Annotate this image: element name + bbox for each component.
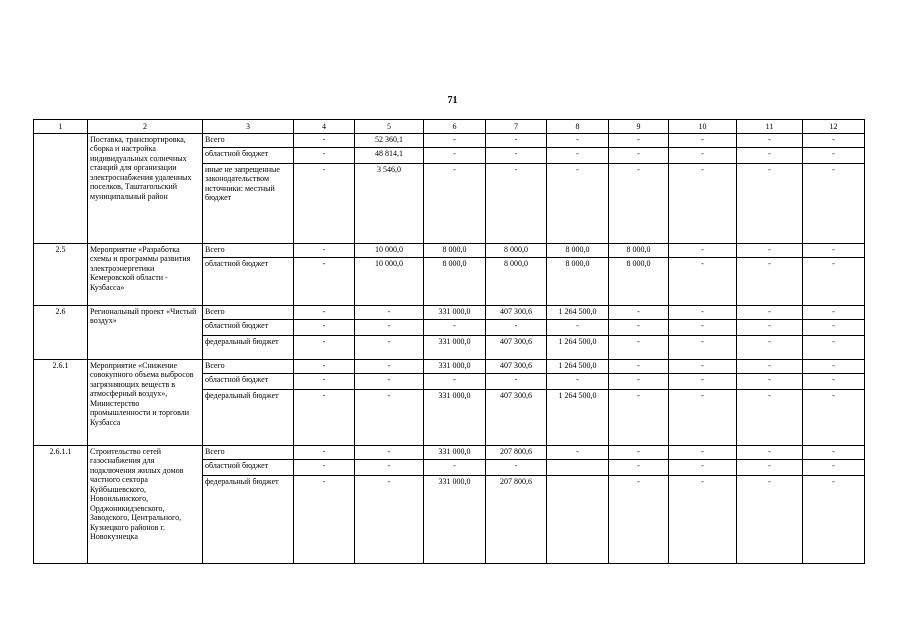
budget-table <box>33 119 865 564</box>
amount-cell: 207 800,6 <box>486 446 547 460</box>
page-number: 71 <box>447 95 458 106</box>
amount-cell: - <box>294 244 355 258</box>
amount-cell: 8 000,0 <box>424 244 486 258</box>
amount-cell: 331 000,0 <box>424 476 486 564</box>
amount-cell: - <box>803 390 865 446</box>
amount-cell: - <box>424 320 486 336</box>
amount-cell: - <box>669 446 737 460</box>
funding-source-cell: областной бюджет <box>203 460 294 476</box>
amount-cell: - <box>609 164 669 244</box>
header-cell: 5 <box>355 120 424 134</box>
amount-cell: - <box>803 258 865 306</box>
item-name-cell: Строительство сетей газоснабжения для подключения жилых домов частного сектора Куйбышевского, Новоильинского, Орджоникидзевского, Заводского, Центрального, Кузнецкого районов г. Новокузнецка <box>88 446 203 564</box>
amount-cell: - <box>547 134 609 148</box>
amount-cell: - <box>355 476 424 564</box>
amount-cell: - <box>803 134 865 148</box>
amount-cell: 8 000,0 <box>486 244 547 258</box>
amount-cell: - <box>737 164 803 244</box>
amount-cell: - <box>294 360 355 374</box>
amount-cell: - <box>609 476 669 564</box>
amount-cell: - <box>737 148 803 164</box>
amount-cell: - <box>737 476 803 564</box>
amount-cell: - <box>669 390 737 446</box>
header-cell: 8 <box>547 120 609 134</box>
amount-cell: 1 264 500,0 <box>547 390 609 446</box>
amount-cell: - <box>737 446 803 460</box>
amount-cell: - <box>803 148 865 164</box>
item-code-cell: 2.6 <box>34 306 88 360</box>
amount-cell: - <box>294 374 355 390</box>
header-cell: 10 <box>669 120 737 134</box>
amount-cell: - <box>547 320 609 336</box>
amount-cell: - <box>294 446 355 460</box>
amount-cell: - <box>803 360 865 374</box>
amount-cell: - <box>355 446 424 460</box>
amount-cell: 407 300,6 <box>486 390 547 446</box>
amount-cell: - <box>355 390 424 446</box>
amount-cell: - <box>669 164 737 244</box>
amount-cell: - <box>669 460 737 476</box>
amount-cell: - <box>803 476 865 564</box>
amount-cell: - <box>486 148 547 164</box>
amount-cell: - <box>294 148 355 164</box>
header-cell: 4 <box>294 120 355 134</box>
amount-cell: - <box>486 374 547 390</box>
amount-cell: 10 000,0 <box>355 258 424 306</box>
amount-cell: - <box>803 336 865 360</box>
funding-source-cell: федеральный бюджет <box>203 476 294 564</box>
amount-cell: - <box>609 374 669 390</box>
amount-cell: - <box>609 134 669 148</box>
amount-cell: - <box>294 476 355 564</box>
amount-cell: 52 360,1 <box>355 134 424 148</box>
amount-cell: - <box>486 320 547 336</box>
amount-cell: - <box>669 374 737 390</box>
amount-cell: 331 000,0 <box>424 360 486 374</box>
amount-cell: - <box>486 164 547 244</box>
amount-cell: - <box>737 258 803 306</box>
amount-cell: - <box>486 134 547 148</box>
funding-source-cell: областной бюджет <box>203 258 294 306</box>
amount-cell: 3 546,0 <box>355 164 424 244</box>
amount-cell: - <box>669 134 737 148</box>
amount-cell: - <box>294 390 355 446</box>
funding-source-cell: федеральный бюджет <box>203 390 294 446</box>
funding-source-cell: областной бюджет <box>203 320 294 336</box>
amount-cell <box>547 460 609 476</box>
amount-cell: - <box>294 320 355 336</box>
amount-cell: - <box>609 360 669 374</box>
amount-cell: 8 000,0 <box>547 244 609 258</box>
amount-cell: - <box>486 460 547 476</box>
amount-cell: - <box>669 258 737 306</box>
funding-source-cell: федеральный бюджет <box>203 336 294 360</box>
amount-cell: - <box>669 320 737 336</box>
header-cell: 1 <box>34 120 88 134</box>
amount-cell: - <box>547 374 609 390</box>
item-code-cell: 2.6.1 <box>34 360 88 446</box>
amount-cell: - <box>803 244 865 258</box>
amount-cell: - <box>424 164 486 244</box>
amount-cell: - <box>609 336 669 360</box>
amount-cell: - <box>737 374 803 390</box>
amount-cell: - <box>294 306 355 320</box>
amount-cell: 1 264 500,0 <box>547 306 609 320</box>
amount-cell: 1 264 500,0 <box>547 336 609 360</box>
amount-cell: - <box>803 320 865 336</box>
table-row <box>34 306 865 320</box>
amount-cell: 331 000,0 <box>424 306 486 320</box>
amount-cell: - <box>609 306 669 320</box>
amount-cell: - <box>669 476 737 564</box>
amount-cell: 331 000,0 <box>424 390 486 446</box>
amount-cell: - <box>803 164 865 244</box>
amount-cell: - <box>737 360 803 374</box>
amount-cell: - <box>294 258 355 306</box>
item-name-cell: Региональный проект «Чистый воздух» <box>88 306 203 360</box>
amount-cell: 1 264 500,0 <box>547 360 609 374</box>
item-code-cell: 2.5 <box>34 244 88 306</box>
amount-cell: - <box>355 460 424 476</box>
amount-cell: - <box>737 134 803 148</box>
item-name-cell: Мероприятие «Разработка схемы и программы развития электроэнергетики Кемеровской области - Кузбасса» <box>88 244 203 306</box>
amount-cell: - <box>669 336 737 360</box>
amount-cell: - <box>355 360 424 374</box>
amount-cell: 8 000,0 <box>609 244 669 258</box>
amount-cell: - <box>294 460 355 476</box>
amount-cell: - <box>424 148 486 164</box>
amount-cell: - <box>547 148 609 164</box>
amount-cell: - <box>609 460 669 476</box>
funding-source-cell: Всего <box>203 306 294 320</box>
amount-cell: - <box>669 244 737 258</box>
amount-cell: - <box>803 306 865 320</box>
amount-cell: - <box>737 390 803 446</box>
table-row <box>34 134 865 148</box>
amount-cell: - <box>669 148 737 164</box>
amount-cell: - <box>737 320 803 336</box>
table-row <box>34 446 865 460</box>
amount-cell: 407 300,6 <box>486 336 547 360</box>
funding-source-cell: Всего <box>203 244 294 258</box>
amount-cell: - <box>294 164 355 244</box>
amount-cell: - <box>355 336 424 360</box>
amount-cell: 8 000,0 <box>486 258 547 306</box>
funding-source-cell: Всего <box>203 134 294 148</box>
funding-source-cell: иные не запрещенные законодательством источники: местный бюджет <box>203 164 294 244</box>
amount-cell: - <box>609 320 669 336</box>
amount-cell: - <box>669 360 737 374</box>
header-row <box>34 120 865 134</box>
amount-cell: - <box>609 446 669 460</box>
amount-cell: - <box>737 306 803 320</box>
amount-cell: - <box>609 148 669 164</box>
amount-cell: - <box>609 390 669 446</box>
amount-cell: 48 814,1 <box>355 148 424 164</box>
amount-cell: - <box>547 446 609 460</box>
amount-cell: 10 000,0 <box>355 244 424 258</box>
amount-cell: - <box>424 374 486 390</box>
amount-cell: - <box>424 460 486 476</box>
amount-cell: - <box>737 336 803 360</box>
amount-cell: 207 800,6 <box>486 476 547 564</box>
table-row <box>34 244 865 258</box>
amount-cell: - <box>424 134 486 148</box>
amount-cell: - <box>669 306 737 320</box>
amount-cell: 8 000,0 <box>547 258 609 306</box>
amount-cell: - <box>547 164 609 244</box>
header-cell: 2 <box>88 120 203 134</box>
amount-cell: - <box>737 460 803 476</box>
amount-cell <box>547 476 609 564</box>
amount-cell: - <box>294 134 355 148</box>
amount-cell: 331 000,0 <box>424 336 486 360</box>
header-cell: 7 <box>486 120 547 134</box>
amount-cell: - <box>355 306 424 320</box>
item-code-cell: 2.6.1.1 <box>34 446 88 564</box>
item-code-cell <box>34 134 88 244</box>
header-cell: 3 <box>203 120 294 134</box>
header-cell: 11 <box>737 120 803 134</box>
funding-source-cell: областной бюджет <box>203 148 294 164</box>
amount-cell: - <box>803 446 865 460</box>
amount-cell: 407 300,6 <box>486 306 547 320</box>
amount-cell: - <box>294 336 355 360</box>
item-name-cell: Поставка, транспортировка, сборка и настройка индивидуальных солнечных станций для организации электроснабжения удаленных поселков, Таштагольский муниципальный район <box>88 134 203 244</box>
header-cell: 12 <box>803 120 865 134</box>
amount-cell: - <box>803 374 865 390</box>
amount-cell: 8 000,0 <box>609 258 669 306</box>
header-cell: 6 <box>424 120 486 134</box>
funding-source-cell: областной бюджет <box>203 374 294 390</box>
amount-cell: 407 300,6 <box>486 360 547 374</box>
amount-cell: - <box>803 460 865 476</box>
item-name-cell: Мероприятие «Снижение совокупного объема выбросов загрязняющих веществ в атмосферный воздух», Министерство промышленности и торговли Кузбасса <box>88 360 203 446</box>
amount-cell: - <box>737 244 803 258</box>
amount-cell: 331 000,0 <box>424 446 486 460</box>
amount-cell: - <box>355 320 424 336</box>
amount-cell: - <box>355 374 424 390</box>
table-row <box>34 360 865 374</box>
header-cell: 9 <box>609 120 669 134</box>
funding-source-cell: Всего <box>203 360 294 374</box>
funding-source-cell: Всего <box>203 446 294 460</box>
amount-cell: 8 000,0 <box>424 258 486 306</box>
